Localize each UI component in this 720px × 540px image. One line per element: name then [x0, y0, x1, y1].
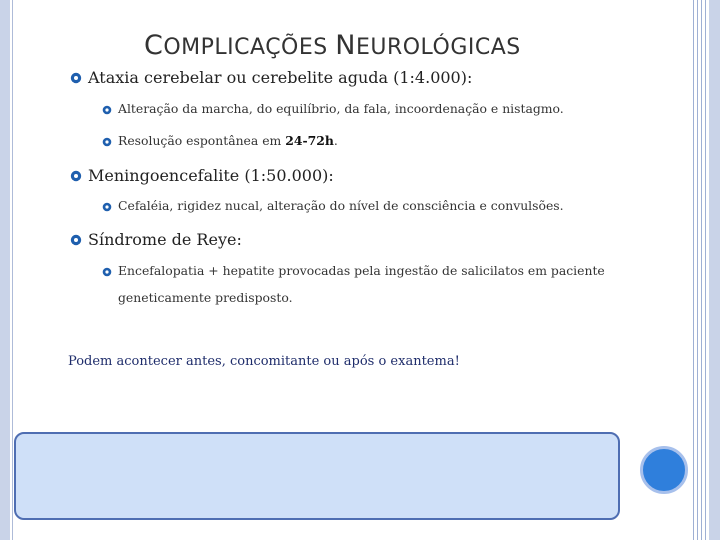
decor-circle: [640, 446, 688, 494]
gear-bullet-icon: [102, 202, 112, 212]
gear-bullet-icon: [70, 170, 82, 182]
resolution-duration: 24-72h: [285, 133, 334, 148]
right-decor-line: [693, 0, 694, 540]
closing-note: Podem acontecer antes, concomitante ou após o exantema!: [68, 354, 460, 369]
title-cap-n: N: [335, 30, 356, 61]
gear-bullet-icon: [70, 72, 82, 84]
gear-bullet-icon: [102, 137, 112, 147]
left-decor-line: [12, 0, 13, 540]
bullet-reye: Síndrome de Reye:: [88, 230, 242, 249]
right-decor-line: [701, 0, 702, 540]
gear-bullet-icon: [102, 105, 112, 115]
subbullet-ataxia-symptoms: Alteração da marcha, do equilíbrio, da fala, incoordenação e nistagmo.: [118, 101, 564, 116]
resolution-text: Resolução espontânea em: [118, 133, 286, 148]
subbullet-reye-line2: geneticamente predisposto.: [118, 290, 293, 305]
right-decor-line: [705, 0, 706, 540]
subbullet-reye-line1: Encefalopatia + hepatite provocadas pela ingestão de salicilatos em paciente: [118, 263, 605, 278]
slide-title: [144, 30, 564, 61]
bullet-ataxia: Ataxia cerebelar ou cerebelite aguda (1:4.000):: [88, 68, 473, 87]
subbullet-meningo-symptoms: Cefaléia, rigidez nucal, alteração do nível de consciência e convulsões.: [118, 198, 564, 213]
title-rest-2: EUROLÓGICAS: [355, 35, 521, 60]
gear-bullet-icon: [102, 267, 112, 277]
title-cap-c: C: [144, 30, 164, 61]
bullet-meningoencefalite: Meningoencefalite (1:50.000):: [88, 166, 334, 185]
gear-bullet-icon: [70, 234, 82, 246]
footer-box: [14, 432, 620, 520]
right-decor-line: [697, 0, 698, 540]
subbullet-ataxia-resolution: [118, 133, 338, 148]
right-decor-band: [709, 0, 720, 540]
left-decor-band: [0, 0, 10, 540]
resolution-period: .: [333, 133, 338, 148]
title-rest-1: OMPLICAÇÕES: [163, 35, 336, 60]
